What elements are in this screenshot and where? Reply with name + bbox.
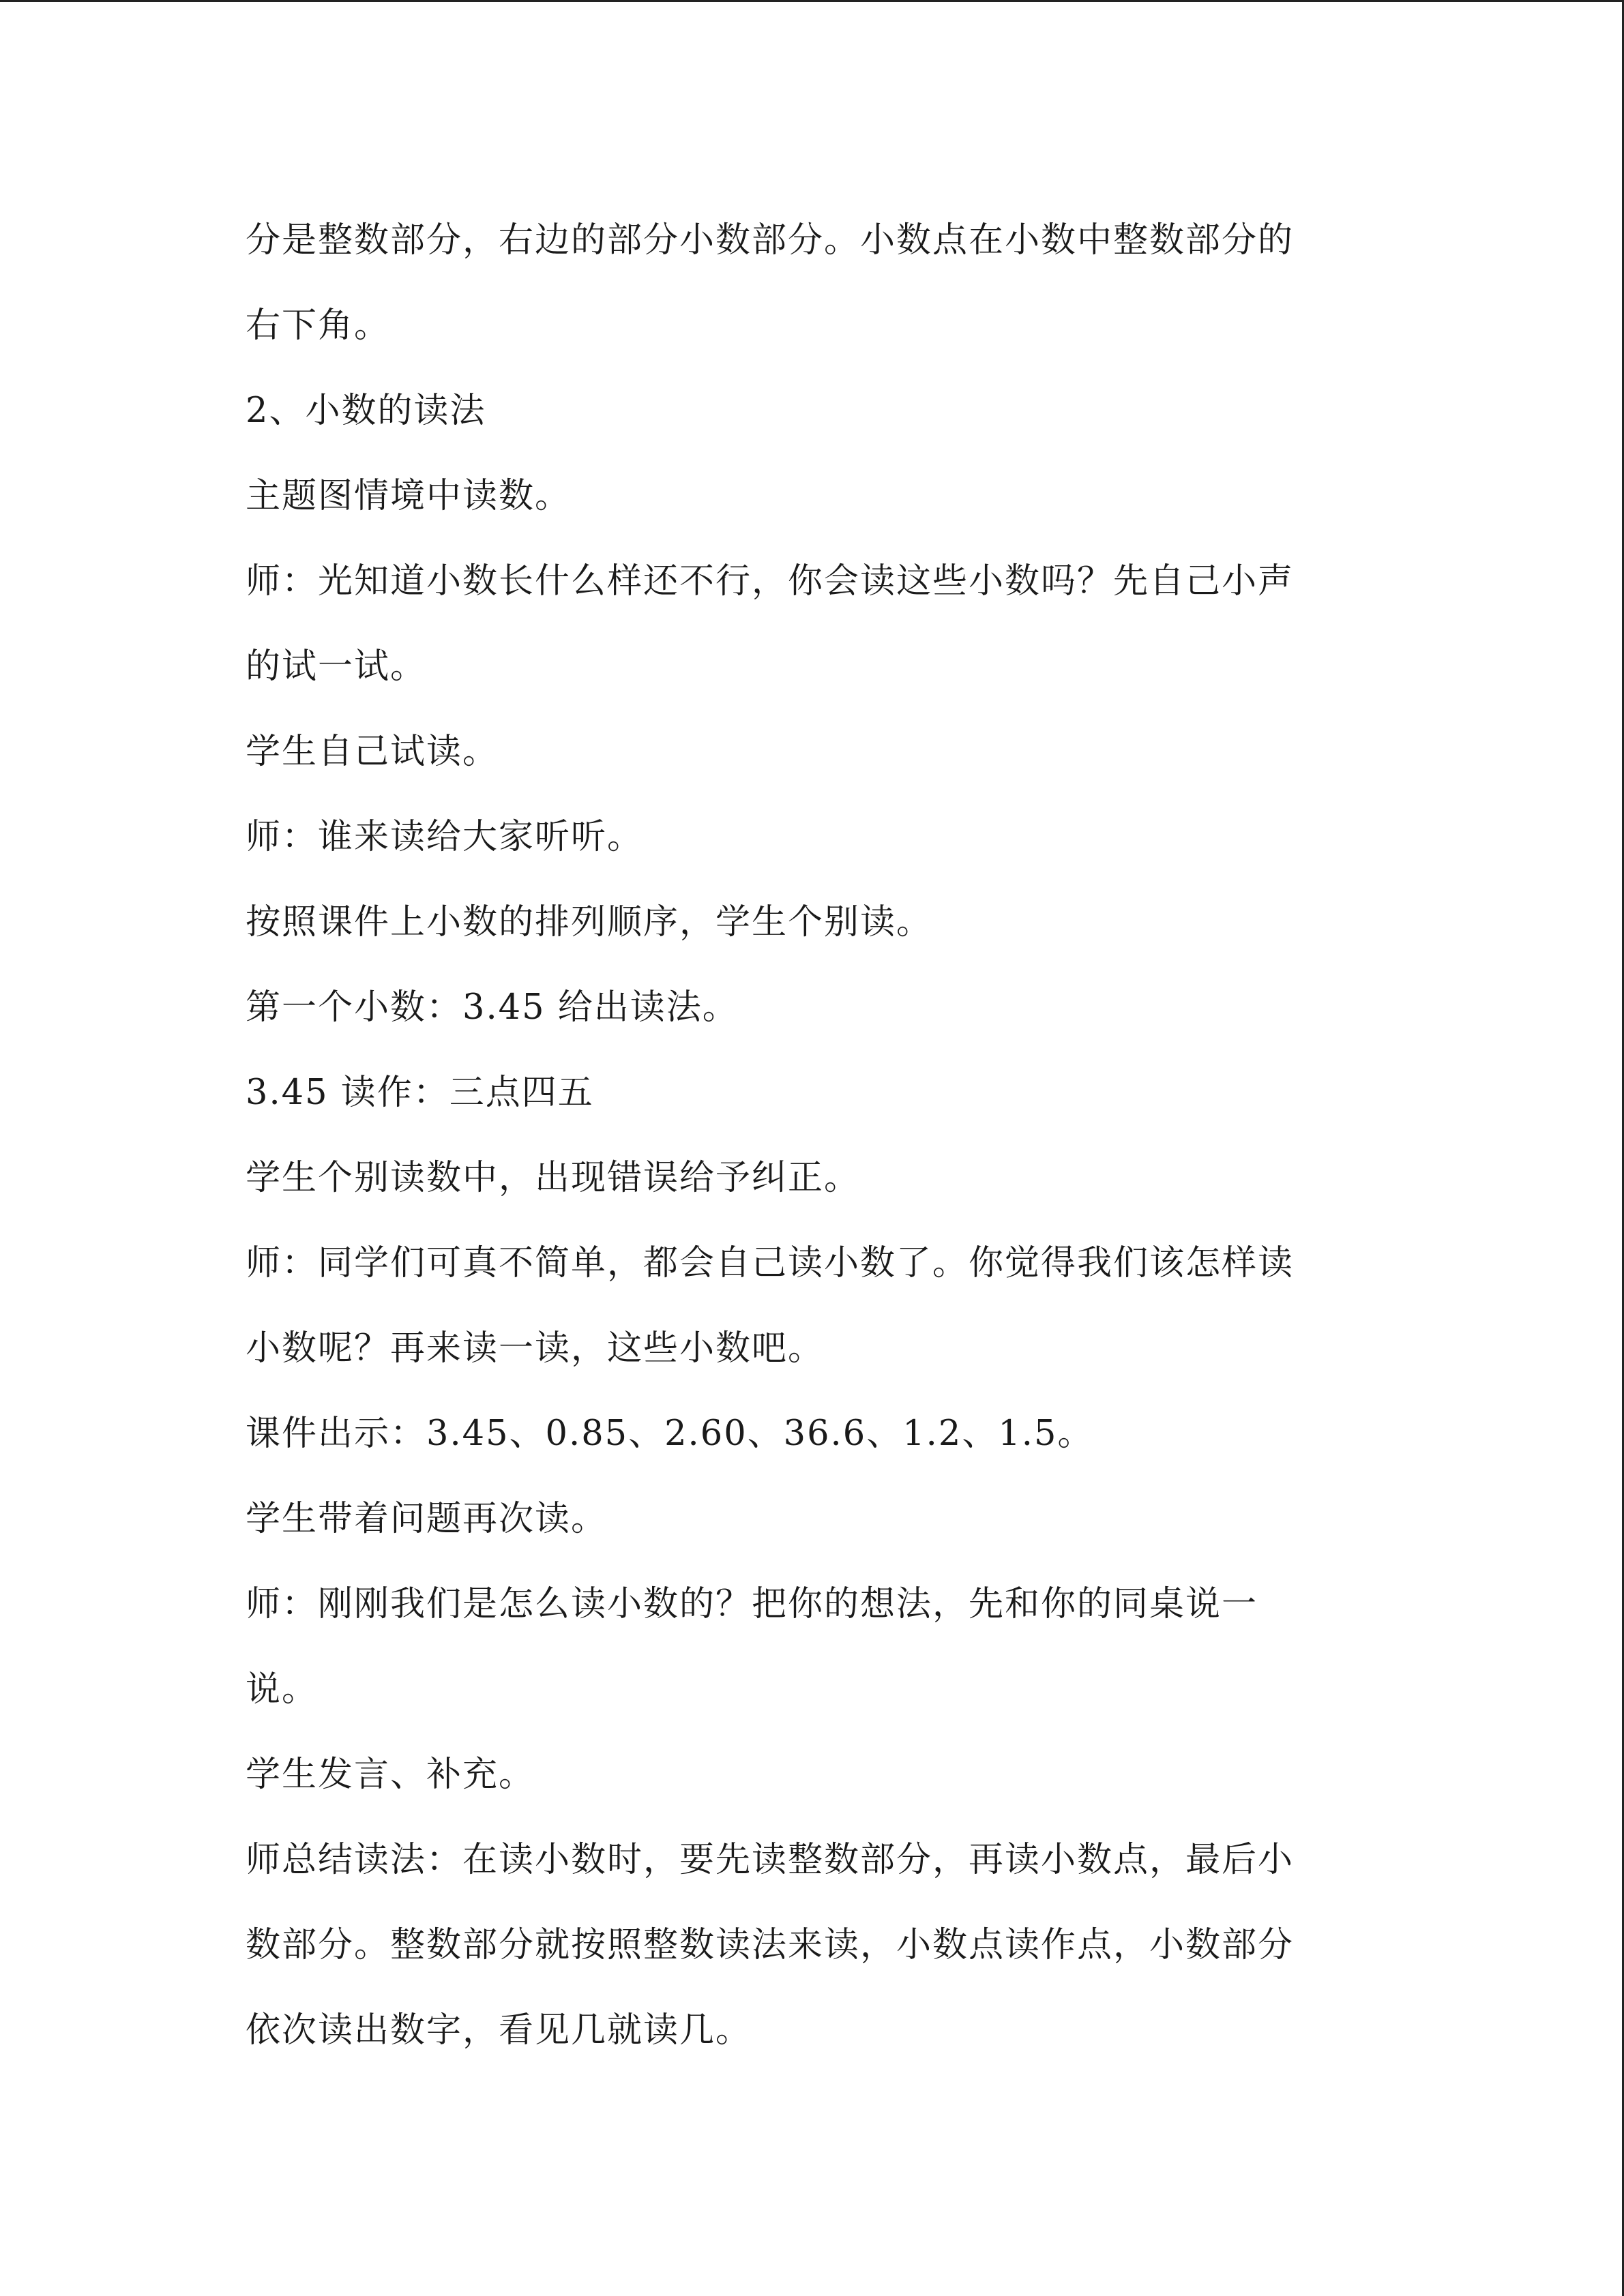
text-line: 学生带着问题再次读。 [246,1499,608,1539]
text-line: 说。 [246,1669,319,1710]
text-line: 依次读出数字，看见几就读几。 [246,2010,752,2051]
text-line: 右下角。 [246,305,391,346]
text-line: 分是整数部分，右边的部分小数部分。小数点在小数中整数部分的 [246,220,1295,260]
text-line: 的试一试。 [246,646,427,687]
text-line: 第一个小数：3.45 给出读法。 [246,987,739,1028]
text-line: 师：同学们可真不简单，都会自己读小数了。你觉得我们该怎样读 [246,1243,1295,1283]
text-line: 小数呢？再来读一读，这些小数吧。 [246,1328,825,1369]
text-line: 师：刚刚我们是怎么读小数的？把你的想法，先和你的同桌说一 [246,1584,1258,1624]
section-heading: 2、小数的读法 [246,391,486,431]
page-top-border [0,0,1624,2]
text-line: 学生个别读数中，出现错误给予纠正。 [246,1158,861,1198]
text-line: 按照课件上小数的排列顺序，学生个别读。 [246,902,933,942]
text-line: 师：谁来读给大家听听。 [246,817,644,857]
document-body [246,198,1364,2073]
text-line: 学生自己试读。 [246,732,499,772]
text-line: 学生发言、补充。 [246,1755,535,1795]
text-line: 师总结读法：在读小数时，要先读整数部分，再读小数点，最后小 [246,1840,1295,1880]
text-line: 3.45 读作：三点四五 [246,1073,594,1113]
text-line: 数部分。整数部分就按照整数读法来读，小数点读作点，小数部分 [246,1925,1295,1965]
text-line: 师：光知道小数长什么样还不行，你会读这些小数吗？先自己小声 [246,561,1295,601]
text-line: 主题图情境中读数。 [246,476,572,516]
text-line: 课件出示：3.45、0.85、2.60、36.6、1.2、1.5。 [246,1414,1094,1454]
